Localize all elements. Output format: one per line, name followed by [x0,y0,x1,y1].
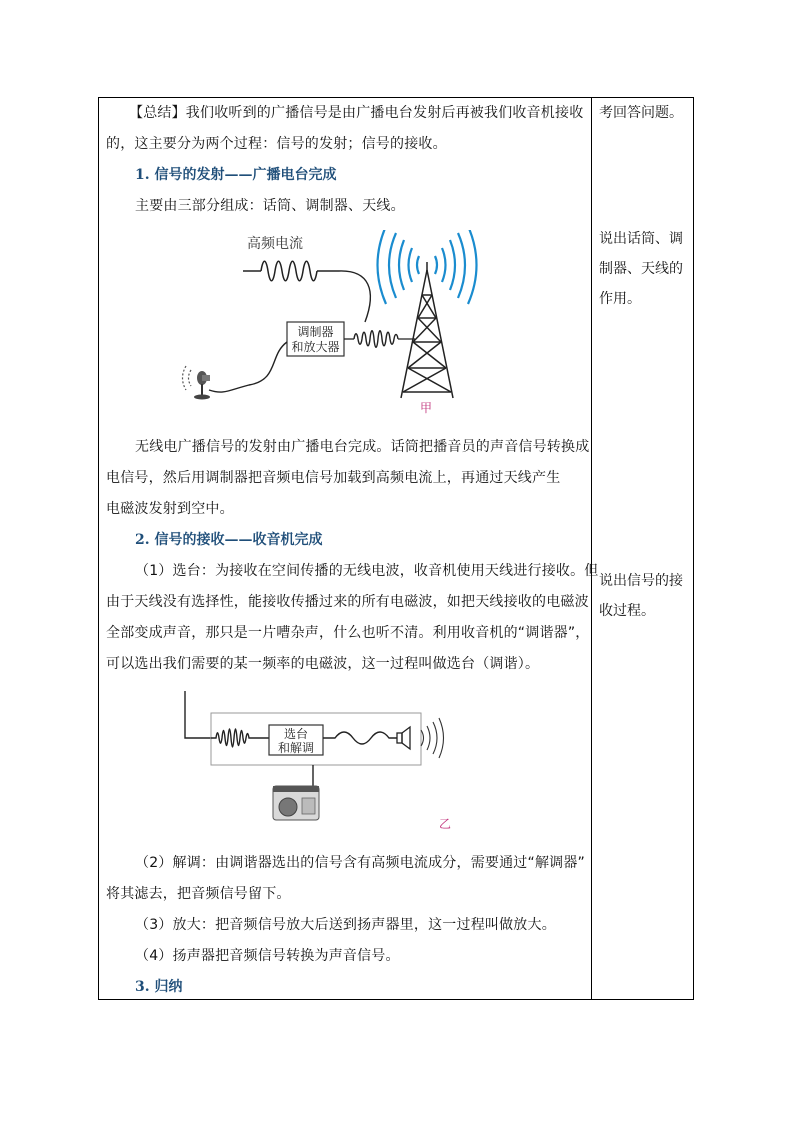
para-2-line-4: 可以选出我们需要的某一频率的电磁波，这一过程叫做选台（调谐）。 [106,656,540,672]
para-1-line-2: 电信号，然后用调制器把音频电信号加载到高频电流上，再通过天线产生 [106,470,561,486]
lesson-table [98,97,694,1000]
microphone-icon [183,366,211,400]
figure-receiver [171,686,471,836]
audio-wave [323,732,397,744]
notes-column [592,98,693,999]
tuner-label-2: 和解调 [277,741,315,755]
figure-b-caption: 乙 [439,817,452,831]
note-1: 考回答问题。 [599,105,683,121]
high-freq-wave [261,261,317,281]
section-3-title: 3. 归纳 [135,979,183,995]
para-3-line-2: 将其滤去，把音频信号留下。 [106,886,291,902]
figure-transmitter [169,230,499,425]
summary-line-1: 【总结】我们收听到的广播信号是由广播电台发射后再被我们收音机接收 [129,105,584,121]
section-2-title: 2. 信号的接收——收音机完成 [135,532,323,548]
note-3-line-1: 说出信号的接 [599,573,683,589]
label-high-freq-current: 高频电流 [247,236,303,252]
para-4: （3）放大：把音频信号放大后送到扬声器里，这一过程叫做放大。 [135,917,556,933]
para-2-line-2: 由于天线没有选择性，能接收传播过来的所有电磁波，如把天线接收的电磁波 [106,594,589,610]
para-2-line-1: （1）选台：为接收在空间传播的无线电波，收音机使用天线进行接收。但 [135,563,599,579]
modulator-label-2: 和放大器 [291,340,340,354]
para-5: （4）扬声器把音频信号转换为声音信号。 [135,948,400,964]
sound-waves-icon [421,718,444,758]
section-1-title: 1. 信号的发射——广播电台完成 [135,167,337,183]
received-wave [211,729,269,747]
summary-line-2: 的，这主要分为两个过程：信号的发射；信号的接收。 [106,136,447,152]
para-1-line-1: 无线电广播信号的发射由广播电台完成。话筒把播音员的声音信号转换成 [135,439,590,455]
tuner-label-1: 选台 [283,727,309,741]
para-3-line-1: （2）解调：由调谐器选出的信号含有高频电流成分，需要通过“解调器” [135,855,586,871]
figure-a-caption: 甲 [420,401,433,415]
speaker-icon [397,727,410,749]
modulator-label-1: 调制器 [297,325,334,339]
note-2-line-1: 说出话筒、调 [599,231,683,247]
para-1-line-3: 电磁波发射到空中。 [106,501,234,517]
note-2-line-3: 作用。 [599,291,641,307]
radio-icon [273,786,319,820]
modulated-wave [354,331,398,348]
note-2-line-2: 制器、天线的 [599,261,683,277]
antenna-tower-icon [401,262,453,398]
main-column [99,98,599,999]
para-2-line-3: 全部变成声音，那只是一片嘈杂声，什么也听不清。利用收音机的“调谐器”， [106,625,590,641]
note-3-line-2: 收过程。 [599,603,655,619]
section-1-intro: 主要由三部分组成：话筒、调制器、天线。 [135,198,405,214]
